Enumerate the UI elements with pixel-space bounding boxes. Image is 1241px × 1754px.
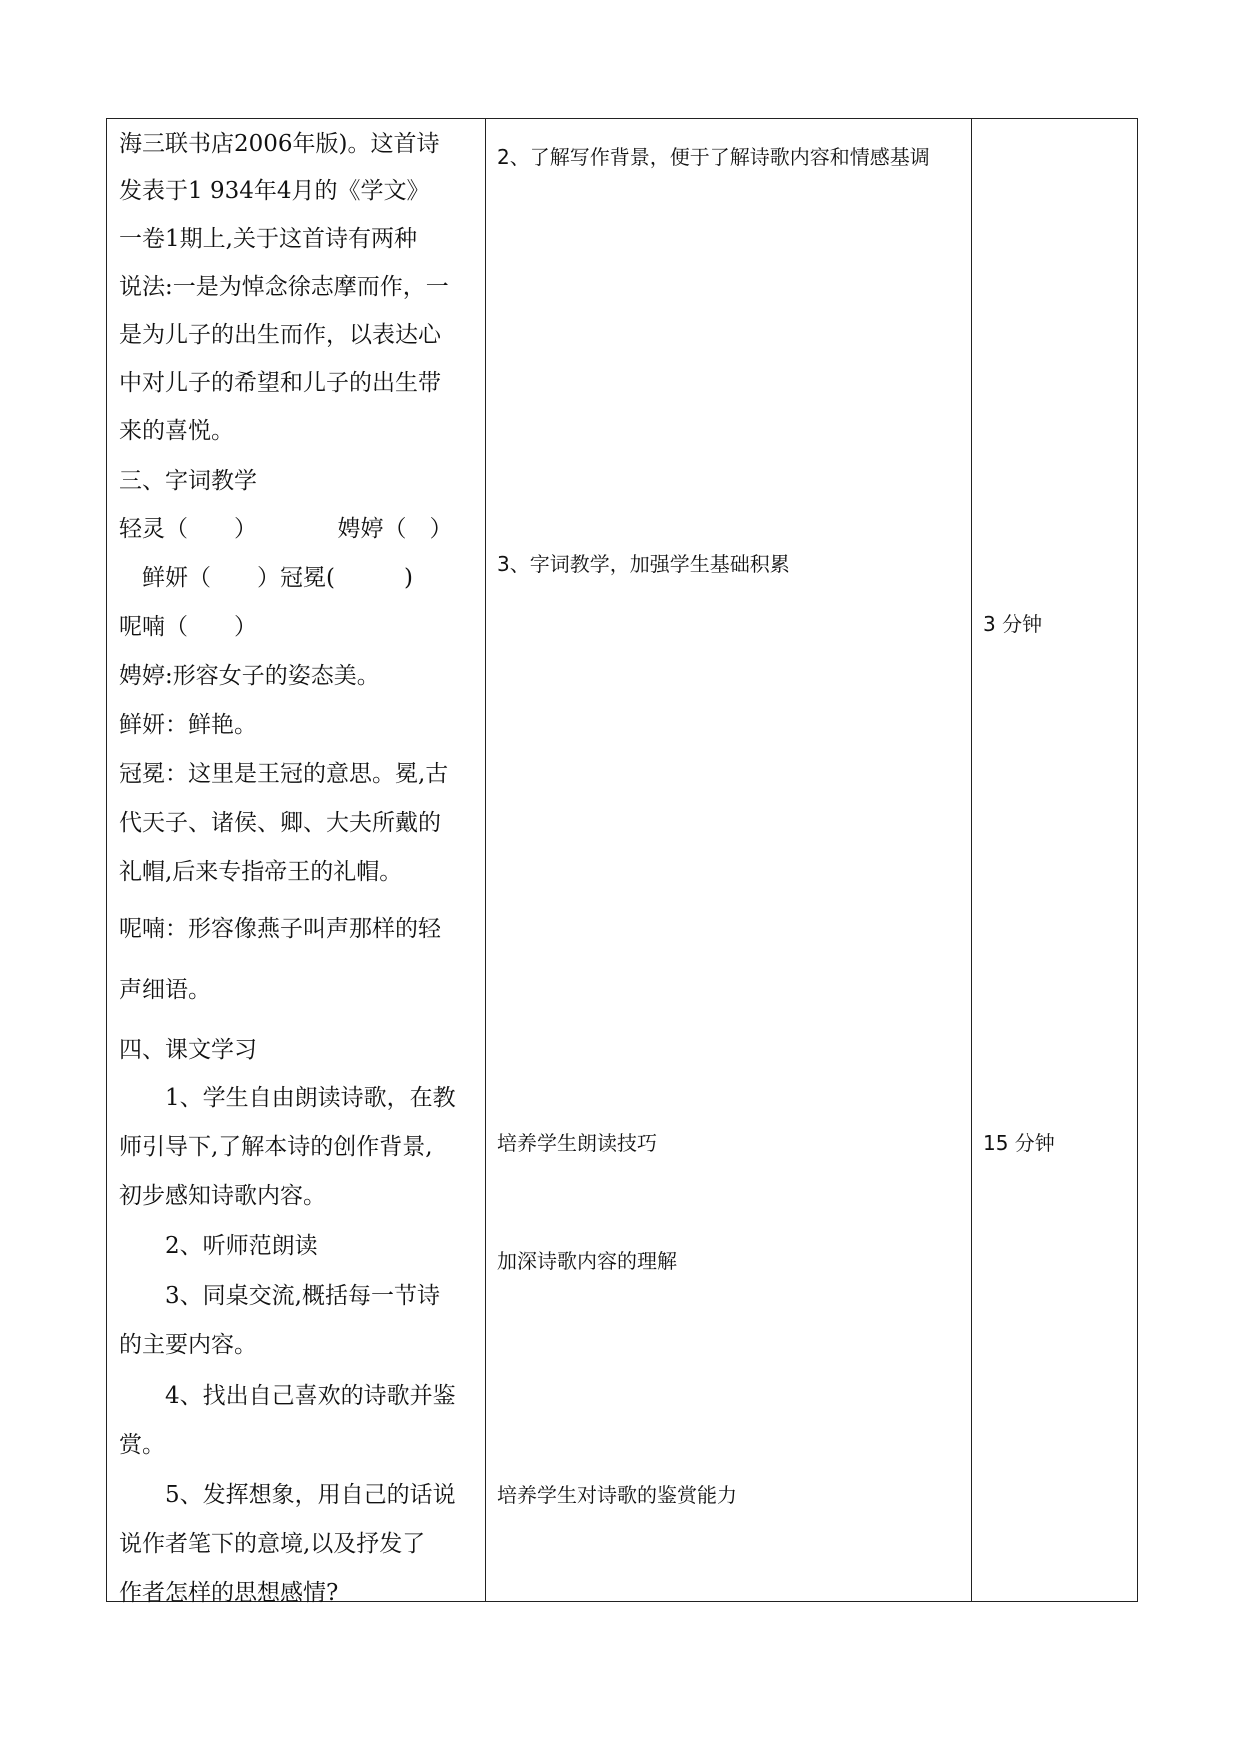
content-line: 1、学生自由朗读诗歌，在教: [119, 1085, 456, 1111]
content-line: 说作者笔下的意境,以及抒发了: [119, 1531, 426, 1557]
column-divider: [485, 119, 486, 1601]
column-divider: [971, 119, 972, 1601]
content-line: 娉婷:形容女子的姿态美。: [119, 663, 380, 689]
content-line: 代天子、诸侯、卿、大夫所戴的: [119, 810, 441, 836]
time-note: 15 分钟: [983, 1131, 1055, 1155]
content-line: 作者怎样的思想感情?: [119, 1580, 339, 1606]
content-line: 轻灵（ ） 娉婷（ ）: [119, 516, 453, 542]
content-line: 声细语。: [119, 977, 211, 1003]
lesson-plan-table: [106, 118, 1138, 1606]
content-line: 呢喃（ ）: [119, 614, 257, 640]
purpose-note: 加深诗歌内容的理解: [497, 1249, 677, 1273]
section-heading: 四、课文学习: [119, 1037, 257, 1063]
content-line: 初步感知诗歌内容。: [119, 1183, 326, 1209]
purpose-note: 3、字词教学，加强学生基础积累: [497, 552, 790, 576]
time-note: 3 分钟: [983, 612, 1043, 636]
purpose-note: 培养学生对诗歌的鉴赏能力: [497, 1483, 737, 1507]
content-line: 冠冕：这里是王冠的意思。冕,古: [119, 761, 449, 787]
purpose-note: 2、了解写作背景，便于了解诗歌内容和情感基调: [497, 145, 930, 169]
section-heading: 三、字词教学: [119, 468, 257, 494]
content-line: 鲜妍（ ）冠冕( ): [119, 565, 413, 591]
content-line: 发表于1 934年4月的《学文》: [119, 178, 430, 204]
content-line: 鲜妍：鲜艳。: [119, 712, 257, 738]
content-line: 一卷1期上,关于这首诗有两种: [119, 226, 417, 252]
content-line: 海三联书店2006年版)。这首诗: [119, 131, 440, 157]
content-line: 赏。: [119, 1432, 165, 1458]
content-line: 呢喃：形容像燕子叫声那样的轻: [119, 916, 441, 942]
content-line: 5、发挥想象，用自己的话说: [119, 1482, 456, 1508]
content-line: 是为儿子的出生而作，以表达心: [119, 322, 441, 348]
content-line: 来的喜悦。: [119, 418, 234, 444]
content-line: 说法:一是为悼念徐志摩而作，一: [119, 274, 449, 300]
content-line: 2、听师范朗读: [119, 1233, 318, 1259]
content-line: 的主要内容。: [119, 1332, 257, 1358]
purpose-note: 培养学生朗读技巧: [497, 1131, 657, 1155]
content-line: 中对儿子的希望和儿子的出生带: [119, 370, 441, 396]
content-line: 师引导下,了解本诗的创作背景,: [119, 1134, 433, 1160]
content-line: 3、同桌交流,概括每一节诗: [119, 1283, 440, 1309]
content-line: 4、找出自己喜欢的诗歌并鉴: [119, 1383, 456, 1409]
content-line: 礼帽,后来专指帝王的礼帽。: [119, 859, 403, 885]
